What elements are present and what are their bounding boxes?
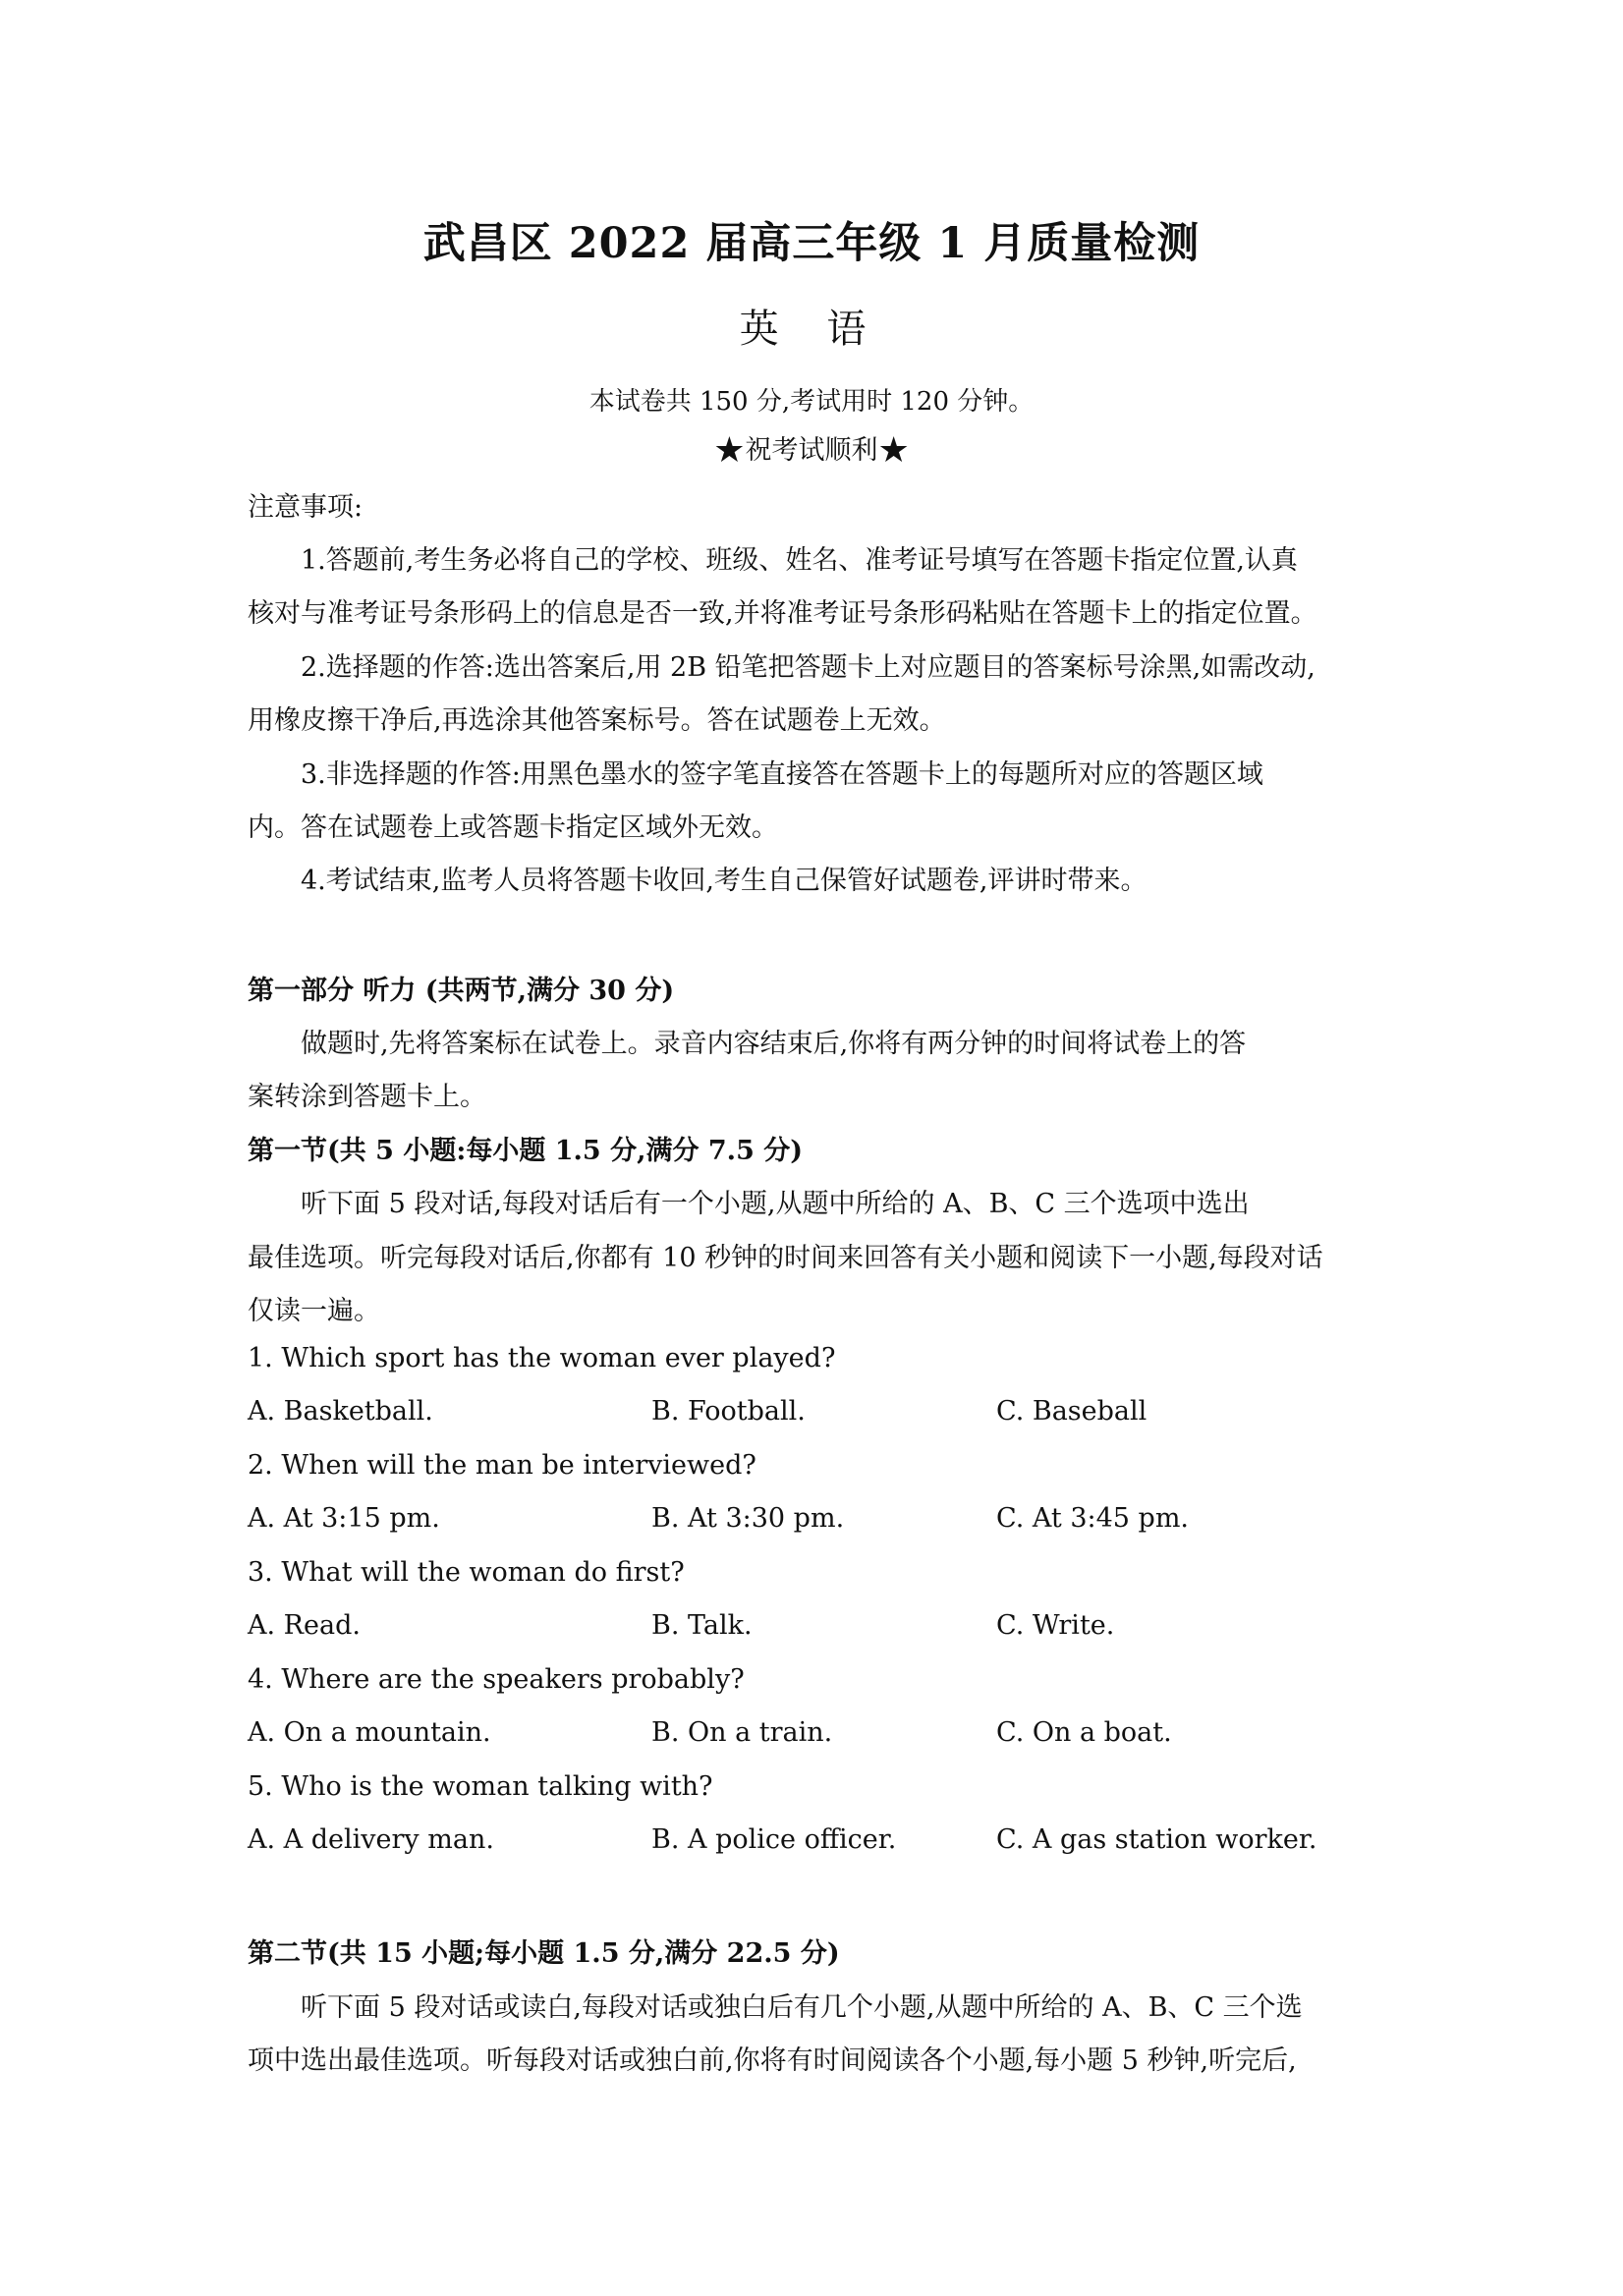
question-text: 4. Where are the speakers probably? bbox=[248, 1664, 745, 1695]
option-c: C. Baseball bbox=[996, 1396, 1147, 1427]
part1-intro: 做题时,先将答案标在试卷上。录音内容结束后,你将有两分钟的时间将试卷上的答 bbox=[301, 1029, 1247, 1059]
section2-heading: 第二节(共 15 小题;每小题 1.5 分,满分 22.5 分) bbox=[248, 1938, 840, 1969]
option-a: A. On a mountain. bbox=[248, 1717, 491, 1748]
section1-intro: 听下面 5 段对话,每段对话后有一个小题,从题中所给的 A、B、C 三个选项中选出 bbox=[301, 1189, 1250, 1219]
exam-subject: 英 语 bbox=[739, 307, 884, 352]
exam-title: 武昌区 2022 届高三年级 1 月质量检测 bbox=[422, 219, 1201, 268]
option-c: C. On a boat. bbox=[996, 1717, 1172, 1748]
notice-line: 4.考试结束,监考人员将答题卡收回,考生自己保管好试题卷,评讲时带来。 bbox=[301, 866, 1147, 896]
option-c: C. Write. bbox=[996, 1610, 1115, 1641]
question-text: 5. Who is the woman talking with? bbox=[248, 1771, 713, 1802]
good-luck-line bbox=[0, 428, 1623, 471]
section1-intro: 最佳选项。听完每段对话后,你都有 10 秒钟的时间来回答有关小题和阅读下一小题,每段对话 bbox=[248, 1243, 1323, 1273]
option-b: B. A police officer. bbox=[651, 1824, 897, 1855]
notice-line: 2.选择题的作答:选出答案后,用 2B 铅笔把答题卡上对应题目的答案标号涂黑,如需改动, bbox=[301, 652, 1315, 683]
section2-intro: 听下面 5 段对话或读白,每段对话或独白后有几个小题,从题中所给的 A、B、C 三个选 bbox=[301, 1992, 1303, 2023]
notice-heading: 注意事项: bbox=[248, 492, 364, 523]
option-c: C. At 3:45 pm. bbox=[996, 1503, 1190, 1534]
star-icon: ★ bbox=[713, 430, 746, 471]
option-b: B. Talk. bbox=[651, 1610, 753, 1641]
question-text: 1. Which sport has the woman ever played? bbox=[248, 1343, 836, 1373]
good-luck-text: 祝考试顺利 bbox=[745, 435, 878, 466]
part1-intro: 案转涂到答题卡上。 bbox=[248, 1082, 486, 1112]
section2-intro: 项中选出最佳选项。听每段对话或独白前,你将有时间阅读各个小题,每小题 5 秒钟,听完后, bbox=[248, 2045, 1297, 2076]
part1-heading: 第一部分 听力 (共两节,满分 30 分) bbox=[248, 976, 675, 1006]
option-a: A. At 3:15 pm. bbox=[248, 1503, 440, 1534]
option-c: C. A gas station worker. bbox=[996, 1824, 1317, 1855]
question-text: 2. When will the man be interviewed? bbox=[248, 1450, 756, 1481]
section1-intro: 仅读一遍。 bbox=[248, 1296, 380, 1326]
option-b: B. On a train. bbox=[651, 1717, 833, 1748]
notice-line: 核对与准考证号条形码上的信息是否一致,并将准考证号条形码粘贴在答题卡上的指定位置。 bbox=[248, 598, 1317, 629]
notice-line: 用橡皮擦干净后,再选涂其他答案标号。答在试题卷上无效。 bbox=[248, 705, 946, 736]
option-a: A. Read. bbox=[248, 1610, 361, 1641]
notice-line: 内。答在试题卷上或答题卡指定区域外无效。 bbox=[248, 812, 778, 843]
star-icon: ★ bbox=[877, 430, 910, 471]
option-b: B. Football. bbox=[651, 1396, 806, 1427]
option-a: A. Basketball. bbox=[248, 1396, 433, 1427]
exam-meta: 本试卷共 150 分,考试用时 120 分钟。 bbox=[588, 387, 1035, 417]
notice-line: 1.答题前,考生务必将自己的学校、班级、姓名、准考证号填写在答题卡指定位置,认真 bbox=[301, 545, 1298, 576]
notice-line: 3.非选择题的作答:用黑色墨水的签字笔直接答在答题卡上的每题所对应的答题区域 bbox=[301, 759, 1263, 790]
question-text: 3. What will the woman do first? bbox=[248, 1557, 685, 1588]
section1-heading: 第一节(共 5 小题:每小题 1.5 分,满分 7.5 分) bbox=[248, 1136, 804, 1166]
option-a: A. A delivery man. bbox=[248, 1824, 494, 1855]
option-b: B. At 3:30 pm. bbox=[651, 1503, 845, 1534]
